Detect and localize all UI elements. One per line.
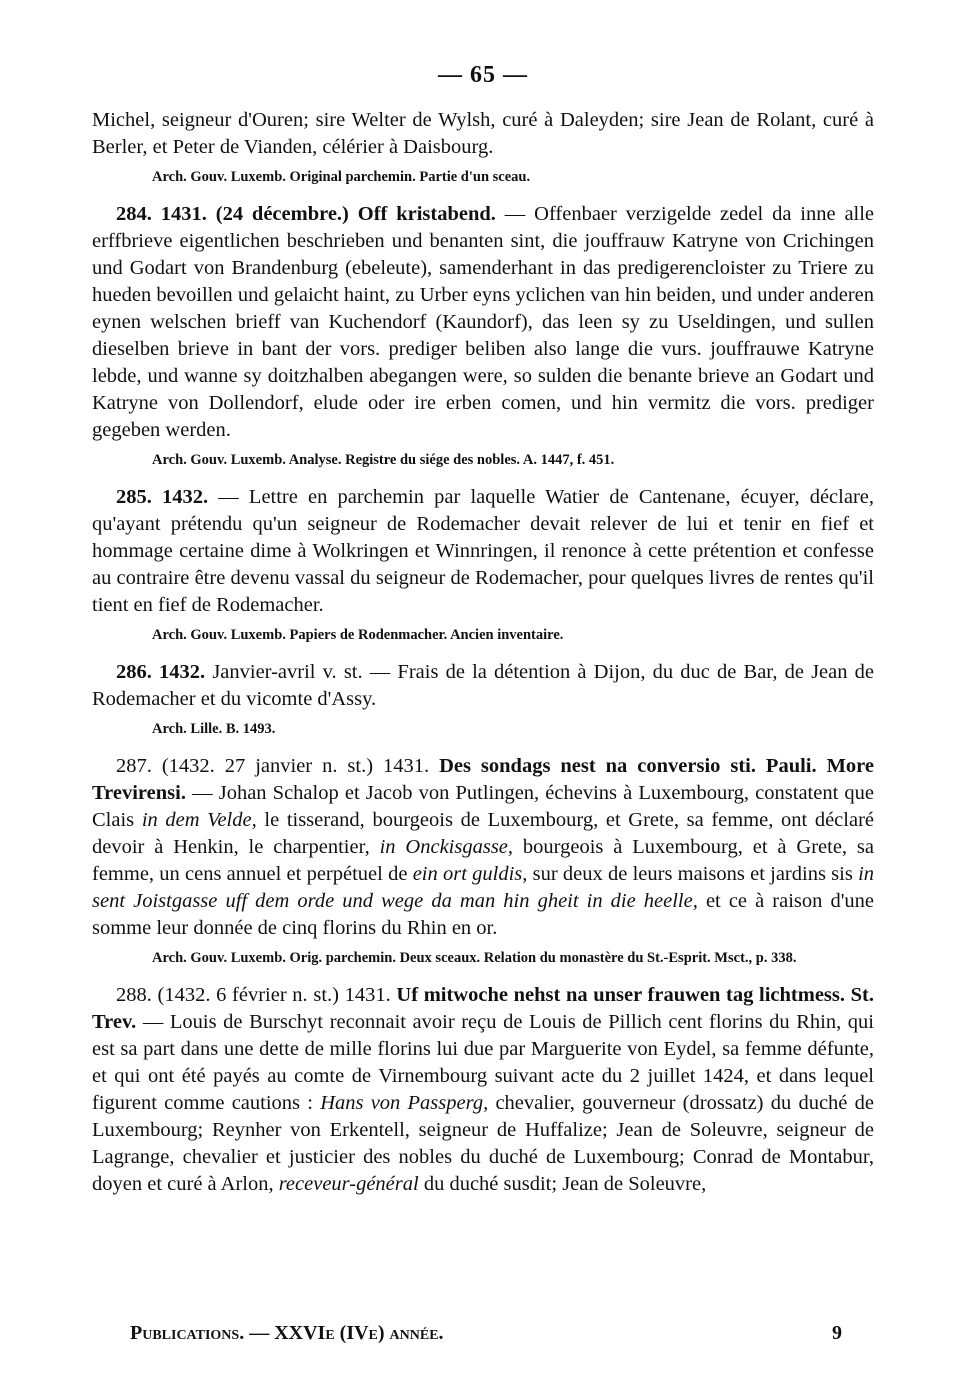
italic-phrase: ein ort guldis, xyxy=(412,863,528,885)
entry-date: 1432. xyxy=(162,486,209,508)
entry-number: 286. xyxy=(116,661,152,683)
entry-heading: Uf mitwoche nehst na unser frauwen tag lichtmess. St. Trev. xyxy=(92,984,875,1033)
source-citation: Arch. Gouv. Luxemb. Papiers de Rodenmacher. Ancien inventaire. xyxy=(152,627,564,643)
entry-date: (1432. 6 février n. st.) 1431. xyxy=(157,984,391,1006)
entry-text: — Offenbaer verzigelde zedel da inne alle erffbrieve eigentlichen beschrieben und benanten sint, die jouffrauw Katryne von Crichingen und Godart von Brandenburg (ebeleute), samenderhant in das predigerencloister zu Triere zu hueden bevoillen und gelaicht haint, zu Urber eyns yclichen van hin beiden, und under anderen eynen welschen brieff van Kuchendorf (Kaundorf), das leen sy zu Useldingen, und sullen dieselben brieve in bant der vors. prediger beliben also lange die vurs. jouffrauwe Katryne lebde, und wanne sy doitzhalben abegangen were, so sulden die benante brieve an Godart und Katryne von Dollendorf, elude oder ire erben comen, und hin vermitz die vors. prediger gegeben werden. xyxy=(92,203,875,441)
entry-284 xyxy=(92,201,874,444)
italic-phrase: Hans von Passperg, xyxy=(320,1092,489,1114)
italic-phrase: in sent Joistgasse uff dem orde und wege da man hin gheit in die heelle, xyxy=(92,863,875,912)
entry-heading: Des sondags nest na conversio sti. Pauli. More Trevirensi. xyxy=(92,755,875,804)
signature-number: 9 xyxy=(832,1322,842,1344)
source-citation: Arch. Lille. B. 1493. xyxy=(152,721,276,737)
entry-number: 285. xyxy=(116,486,152,508)
publication-title: Publications. — XXVIe (IVe) année. xyxy=(130,1322,444,1344)
entry-text: — Louis de Burschyt reconnait avoir reçu de Louis de Pillich cent florins du Rhin, qui est sa part dans une dette de mille florins lui due par Marguerite von Eydel, sa femme défunte, et qui ont été payés au comte de Virnembourg suivant acte du 2 juillet 1424, et dans lequel figurent comme cautions : xyxy=(92,1011,874,1114)
entry-text: du duché susdit; Jean de Soleuvre, xyxy=(423,1173,707,1195)
entry-288 xyxy=(92,982,874,1198)
entry-text: bourgeois à Luxembourg, et à Grete, sa femme, un cens annuel et perpétuel de xyxy=(92,836,875,885)
entry-number: 288. xyxy=(116,984,152,1006)
entry-286 xyxy=(92,659,874,713)
source-citation: Arch. Gouv. Luxemb. Analyse. Registre du siége des nobles. A. 1447, f. 451. xyxy=(152,452,615,468)
entry-text: sur deux de leurs maisons et jardins sis xyxy=(532,863,853,885)
source-citation: Arch. Gouv. Luxemb. Original parchemin. Partie d'un sceau. xyxy=(152,169,531,185)
entry-text: — Johan Schalop et Jacob von Putlingen, échevins à Luxembourg, constatent que Clais xyxy=(92,782,875,831)
entry-text: et ce à raison d'une somme leur donnée de cinq florins du Rhin en or. xyxy=(92,890,875,939)
page-footer xyxy=(130,1322,842,1345)
entry-287 xyxy=(92,753,874,942)
source-citation: Arch. Gouv. Luxemb. Orig. parchemin. Deux sceaux. Relation du monastère du St.-Esprit. Msct., p. 338. xyxy=(152,950,797,966)
document-page xyxy=(92,62,874,1198)
italic-phrase: in Onckisgasse, xyxy=(379,836,514,858)
entry-heading: Off kristabend. xyxy=(357,203,496,225)
entry-text: chevalier, gouverneur (drossatz) du duché de Luxembourg; Reynher von Erkentell, seigneur de Huffalize; Jean de Soleuvre, seigneur de Lagrange, chevalier et justicier des nobles du duché de Luxembourg; Conrad de Montabur, doyen et curé à Arlon, xyxy=(92,1092,874,1195)
entry-number: 287. xyxy=(116,755,152,777)
entry-285 xyxy=(92,484,874,619)
intro-paragraph: Michel, seigneur d'Ouren; sire Welter de Wylsh, curé à Daleyden; sire Jean de Rolant, curé à Berler, et Peter de Vianden, célérier à Daisbourg. xyxy=(92,109,874,158)
entry-date: 1431. (24 décembre.) xyxy=(160,203,349,225)
italic-phrase: receveur-général xyxy=(278,1173,419,1195)
entry-number: 284. xyxy=(116,203,152,225)
entry-text: Janvier-avril v. st. — Frais de la détention à Dijon, du duc de Bar, de Jean de Rodemacher et du vicomte d'Assy. xyxy=(92,661,875,710)
entry-date: 1432. xyxy=(159,661,206,683)
entry-text: — Lettre en parchemin par laquelle Watier de Cantenane, écuyer, déclare, qu'ayant prétendu qu'un seigneur de Rodemacher devait relever de lui et tenir en fief et hommage certaine dime à Wolkringen et Winnringen, il renonce à cette prétention et confesse au contraire être devenu vassal du seigneur de Rodemacher, pour quelques livres de rentes qu'il tient en fief de Rodemacher. xyxy=(92,486,874,616)
italic-phrase: in dem Velde, xyxy=(141,809,257,831)
entry-text: le tisserand, bourgeois de Luxembourg, et Grete, sa femme, ont déclaré devoir à Henkin, le charpentier, xyxy=(92,809,875,858)
page-number-header: — 65 — xyxy=(438,62,528,88)
entry-date: (1432. 27 janvier n. st.) 1431. xyxy=(161,755,430,777)
